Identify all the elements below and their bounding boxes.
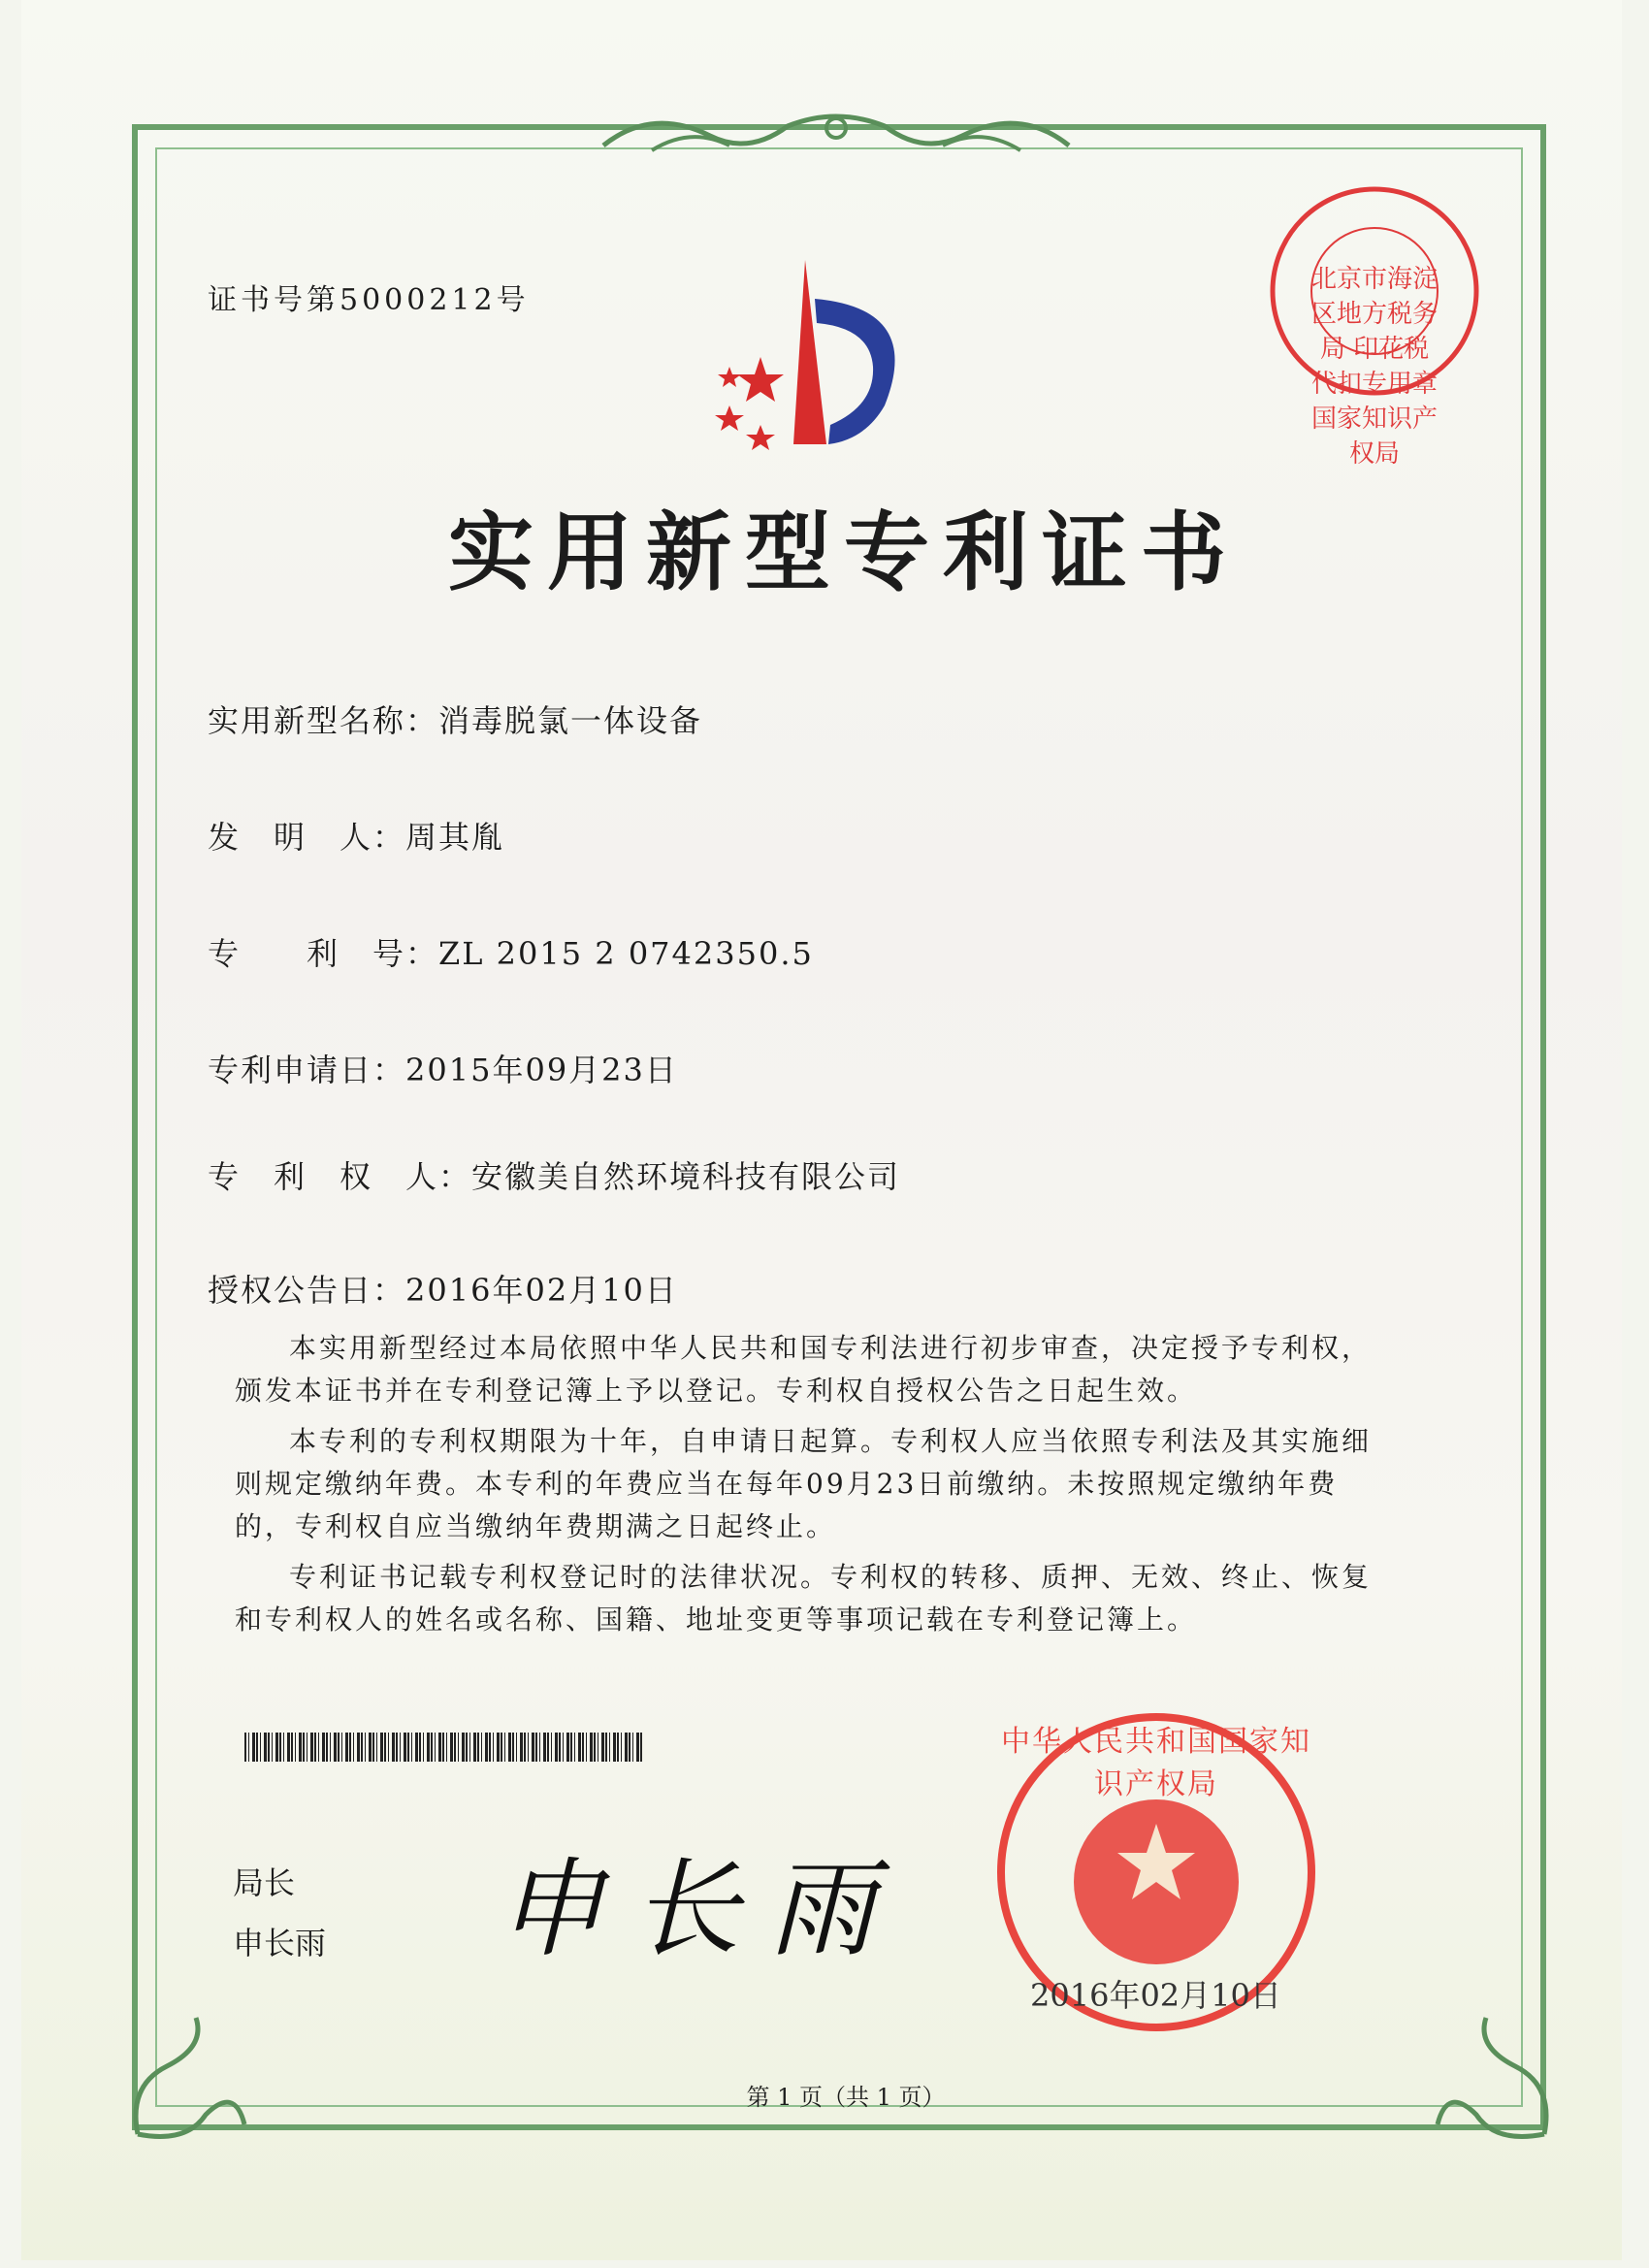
certificate-body [235,1327,1389,1649]
tax-stamp-text: 北京市海淀区地方税务局 印花税 代扣专用章 国家知识产权局 [1310,265,1438,469]
field-label: 专 利 权 人： [208,1158,472,1195]
patent-office-logo [700,260,953,464]
top-ornament [594,107,1079,165]
field-value: ZL 2015 2 0742350.5 [438,935,814,972]
field-label: 发 明 人： [208,819,406,856]
field-utility-model-name [208,697,702,741]
director-title: 局长 [233,1864,296,1901]
official-seal-text: 中华人民共和国国家知识产权局 [1001,1725,1311,1801]
field-value: 安徽美自然环境科技有限公司 [471,1158,901,1195]
field-label: 专 利 号： [208,935,439,972]
seal-date: 2016年02月10日 [1030,1977,1281,2014]
handwritten-signature: 申长雨 [497,1847,904,1971]
page-title: 实用新型专利证书 [448,502,1241,602]
certificate-page [21,0,1622,2260]
field-patent-number [208,929,814,974]
barcode [244,1733,642,1762]
field-value: 2015年09月23日 [405,1052,678,1088]
field-inventor [208,813,504,858]
field-label: 专利申请日： [208,1052,406,1088]
page-footer: 第 1 页（共 1 页） [746,2084,946,2111]
body-paragraph: 本专利的专利权期限为十年，自申请日起算。专利权人应当依照专利法及其实施细则规定缴纳年费。本专利的年费应当在每年09月23日前缴纳。未按照规定缴纳年费的，专利权自应当缴纳年费期满之日起终止。 [235,1425,1373,1542]
field-grant-date [208,1266,678,1311]
body-paragraph: 本实用新型经过本局依照中华人民共和国专利法进行初步审查，决定授予专利权，颁发本证书并在专利登记簿上予以登记。专利权自授权公告之日起生效。 [235,1332,1373,1407]
field-value: 消毒脱氯一体设备 [438,702,703,739]
certificate-number: 证书号第5000212号 [208,283,530,317]
field-patentee [208,1152,900,1197]
director-name: 申长雨 [233,1925,327,1961]
field-label: 授权公告日： [208,1272,406,1309]
body-paragraph: 专利证书记载专利权登记时的法律状况。专利权的转移、质押、无效、终止、恢复和专利权人的姓名或名称、国籍、地址变更等事项记载在专利登记簿上。 [235,1561,1373,1636]
field-label: 实用新型名称： [208,702,439,739]
field-value: 2016年02月10日 [405,1272,678,1309]
field-application-date [208,1046,678,1090]
field-value: 周其胤 [405,819,505,856]
